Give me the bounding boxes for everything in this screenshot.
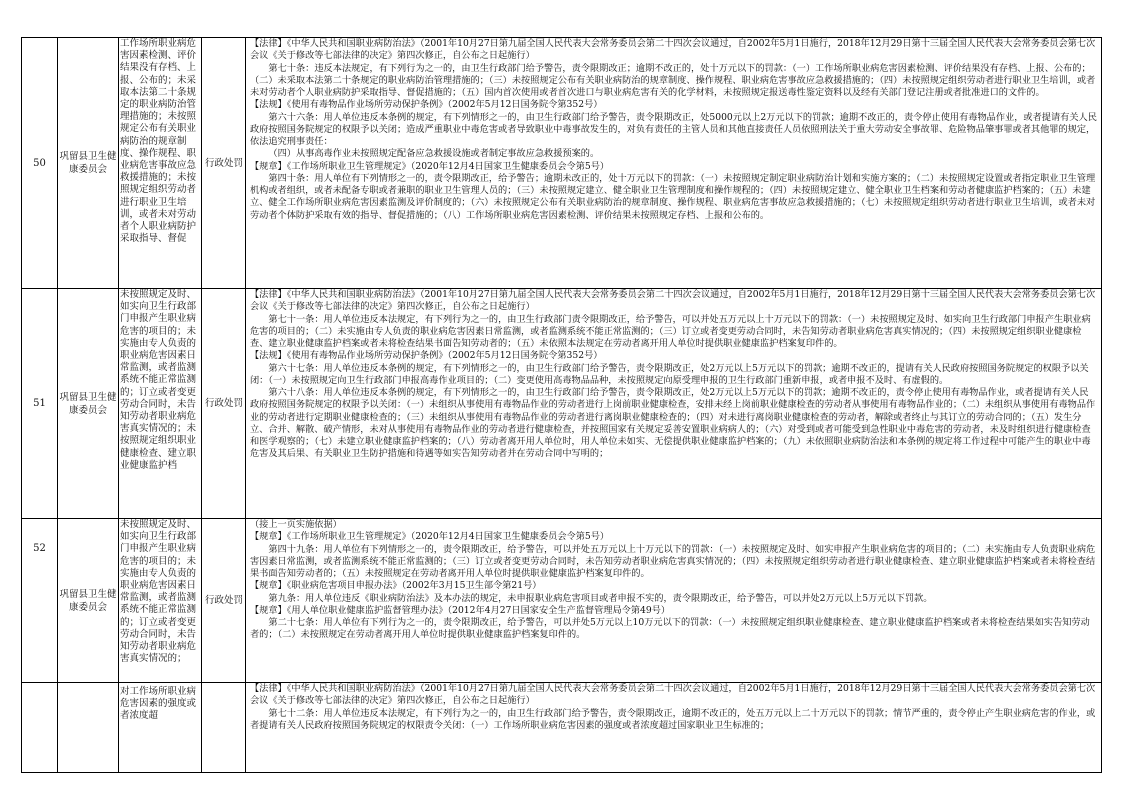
- legal-article: 第七十二条：用人单位违反本法规定，有下列行为之一的，由卫生行政部门给予警告，责令限期改正，逾期不改正的，处五万元以上二十万元以下的罚款；情节严重的，责令停止产生职业病危害的作业，或者提请有关人民政府按照国务院规定的权限责令关闭：（一）工作场所职业病危害因素的强度或者浓度超过国家职业卫生标准的；: [250, 707, 1096, 731]
- legal-article: 第九条：用人单位违反《职业病防治法》及本办法的规定，未申报职业病危害项目或者申报不实的，责令限期改正，给予警告，可以并处2万元以上5万元以下罚款。: [268, 592, 933, 604]
- legal-source-heading: 【法规】《使用有毒物品作业场所劳动保护条例》（2002年5月12日国务院令第352号）: [250, 99, 603, 111]
- row-number: 51: [22, 289, 58, 519]
- row-number: [22, 683, 58, 773]
- violation-item: [119, 683, 202, 773]
- violation-item-text: 未按照规定及时、如实向卫生行政部门申报产生职业病危害的项目的；未实施由专人负责的职业病危害因素日常监测，或者监测系统不能正常监测的；订立或者变更劳动合同时，未告知劳动者职业病危害真实情况的；未按照规定组织职业健康检查、建立职业健康监护档: [120, 289, 197, 471]
- legal-basis: [246, 289, 1102, 519]
- legal-source-heading: （接上一页实施依据）: [250, 519, 342, 530]
- implementing-agency: 巩留县卫生健康委员会: [58, 519, 119, 683]
- violation-item: [119, 289, 202, 519]
- violation-item-text: 对工作场所职业病危害因素的强度或者浓度超: [120, 686, 197, 722]
- implementing-agency: 巩留县卫生健康委员会: [58, 289, 119, 519]
- legal-article: 第四十条：用人单位有下列情形之一的，责令限期改正，给予警告；逾期未改正的，处十万元以下的罚款：（一）未按照规定制定职业病防治计划和实施方案的；（二）未按照规定设置或者指定职业卫生管理机构或者组织，或者未配备专职或者兼职的职业卫生管理人员的；（三）未按照规定建立、健全职业卫生管理制度和操作规程的；（四）未按照规定建立、健全职业卫生档案和劳动者健康监护档案的；（五）未建立、健全工作场所职业病危害因素监测及评价制度的；（六）未按照规定公布有关职业病防治的规章制度、操作规程、职业病危害事故应急救援措施的；（七）未按照规定组织劳动者进行职业卫生培训，或者未对劳动者个体防护采取有效的指导、督促措施的；（八）工作场所职业病危害因素检测、评价结果未按照规定存档、上报和公布的。: [250, 172, 1096, 221]
- legal-source-heading: 【法规】《使用有毒物品作业场所劳动保护条例》（2002年5月12日国务院令第352号）: [250, 350, 603, 362]
- penalty-type: 行政处罚: [202, 289, 246, 519]
- legal-source-heading: 【规章】《工作场所职业卫生管理规定》（2020年12月4日国家卫生健康委员会令第5号）: [250, 531, 610, 543]
- row-number: 52: [22, 519, 58, 683]
- legal-source-heading: 【规章】《工作场所职业卫生管理规定》（2020年12月4日国家卫生健康委员会令第5号）: [250, 160, 610, 172]
- legal-article: （四）从事高毒作业未按照规定配备应急救援设施或者制定事故应急救援预案的。: [268, 148, 600, 160]
- legal-article: 第六十八条：用人单位违反本条例的规定，有下列情形之一的，由卫生行政部门给予警告，责令限期改正，处2万元以上5万元以下的罚款；逾期不改正的，责令停止使用有毒物品作业，或者提请有关人民政府按照国务院规定的权限予以关闭：（一）未组织从事使用有毒物品作业的劳动者进行上岗前职业健康检查，安排未经上岗前职业健康检查的劳动者从事使用有毒物品作业的；（二）未组织从事使用有毒物品作业的劳动者进行定期职业健康检查的；（三）未组织从事使用有毒物品作业的劳动者进行离岗职业健康检查的；（四）对未进行离岗职业健康检查的劳动者，解除或者终止与其订立的劳动合同的；（五）发生分立、合并、解散、破产情形，未对从事使用有毒物品作业的劳动者进行健康检查，并按照国家有关规定妥善安置职业病病人的；（六）对受到或者可能受到急性职业中毒危害的劳动者，未及时组织进行健康检查和医学观察的；（七）未建立职业健康监护档案的；（八）劳动者离开用人单位时，用人单位未如实、无偿提供职业健康监护档案的；（九）未依照职业病防治法和本条例的规定将工作过程中可能产生的职业中毒危害及其后果、有关职业卫生防护措施和待遇等如实告知劳动者并在劳动合同中写明的；: [250, 387, 1096, 460]
- violation-item-text: 未按照规定及时、如实向卫生行政部门申报产生职业病危害的项目的；未实施由专人负责的职业病危害因素日常监测，或者监测系统不能正常监测的；订立或者变更劳动合同时，未告知劳动者职业病危害真实情况的；: [120, 519, 197, 665]
- legal-source-heading: 【规章】《用人单位职业健康监护监督管理办法》（2012年4月27日国家安全生产监督管理局令第49号）: [250, 604, 671, 616]
- table-row: [22, 683, 1102, 773]
- table-row: [22, 289, 1102, 519]
- legal-basis: [246, 683, 1102, 773]
- violation-item: [119, 38, 202, 289]
- table-row: [22, 38, 1102, 289]
- legal-source-heading: 【法律】《中华人民共和国职业病防治法》（2001年10月27日第九届全国人民代表大会常务委员会第二十四次会议通过，自2002年5月1日施行，2018年12月29日第十三届全国人民代表大会常务委员会第七次会议《关于修改等七部法律的决定》第四次修正，自公布之日起施行）: [250, 38, 1096, 62]
- enforcement-table: [21, 37, 1102, 773]
- legal-basis: [246, 519, 1102, 683]
- penalty-type: 行政处罚: [202, 38, 246, 289]
- implementing-agency: [58, 683, 119, 773]
- legal-article: 第二十七条：用人单位有下列行为之一的，责令限期改正，给予警告，可以并处5万元以上10万元以下的罚款：（一）未按照规定组织职业健康检查、建立职业健康监护档案或者未将检查结果如实告知劳动者的；（二）未按照规定在劳动者离开用人单位时提供职业健康监护档案复印件的。: [250, 617, 1090, 641]
- legal-source-heading: 【法律】《中华人民共和国职业病防治法》（2001年10月27日第九届全国人民代表大会常务委员会第二十四次会议通过，自2002年5月1日施行，2018年12月29日第十三届全国人民代表大会常务委员会第七次会议《关于修改等七部法律的决定》第四次修正，自公布之日起施行）: [250, 289, 1096, 313]
- legal-article: 第七十一条：用人单位违反本法规定，有下列行为之一的，由卫生行政部门责令限期改正，给予警告，可以并处五万元以上十万元以下的罚款：（一）未按照规定及时、如实向卫生行政部门申报产生职业病危害的项目的；（二）未实施由专人负责的职业病危害因素日常监测，或者监测系统不能正常监测的；（三）订立或者变更劳动合同时，未告知劳动者职业病危害真实情况的；（四）未按照规定组织职业健康检查、建立职业健康监护档案或者未将检查结果书面告知劳动者的；（五）未依照本法规定在劳动者离开用人单位时提供职业健康监护档案复印件的。: [250, 313, 1091, 349]
- legal-source-heading: 【法律】《中华人民共和国职业病防治法》（2001年10月27日第九届全国人民代表大会常务委员会第二十四次会议通过，自2002年5月1日施行，2018年12月29日第十三届全国人民代表大会常务委员会第七次会议《关于修改等七部法律的决定》第四次修正，自公布之日起施行）: [250, 683, 1096, 707]
- table-row: [22, 519, 1102, 683]
- violation-item: [119, 519, 202, 683]
- penalty-type: [202, 683, 246, 773]
- legal-article: 第四十九条：用人单位有下列情形之一的，责令限期改正，给予警告，可以并处五万元以上十万元以下的罚款：（一）未按照规定及时、如实申报产生职业病危害的项目的；（二）未实施由专人负责职业病危害因素日常监测，或者监测系统不能正常监测的；（三）订立或者变更劳动合同时，未告知劳动者职业病危害真实情况的；（四）未按照规定组织劳动者进行职业健康检查、建立职业健康监护档案或者未将检查结果书面告知劳动者的；（五）未按照规定在劳动者离开用人单位时提供职业健康监护档案复印件的。: [250, 543, 1096, 579]
- violation-item-text: 工作场所职业病危害因素检测、评价结果没有存档、上报、公布的；未采取本法第二十条规定的职业病防治管理措施的；未按照规定公布有关职业病防治的规章制度、操作规程、职业病危害事故应急救援措施的；未按照规定组织劳动者进行职业卫生培训，或者未对劳动者个人职业病防护采取指导、督促: [120, 38, 197, 245]
- implementing-agency: 巩留县卫生健康委员会: [58, 38, 119, 289]
- legal-source-heading: 【规章】《职业病危害项目申报办法》（2002年3月15卫生部令第21号）: [250, 580, 542, 592]
- penalty-type: 行政处罚: [202, 519, 246, 683]
- legal-article: 第六十七条：用人单位违反本条例的规定，有下列情形之一的，由卫生行政部门给予警告，责令限期改正，处2万元以上5万元以下的罚款；逾期不改正的，提请有关人民政府按照国务院规定的权限予以关闭：（一）未按照规定向卫生行政部门申报高毒作业项目的；（二）变更使用高毒物品品种，未按照规定向原受理申报的卫生行政部门重新申报，或者申报不及时、有虚假的。: [250, 362, 1089, 386]
- legal-article: 第七十条：违反本法规定，有下列行为之一的，由卫生行政部门给予警告，责令限期改正；逾期不改正的，处十万元以下的罚款：（一）工作场所职业病危害因素检测、评价结果没有存档、上报、公布的；（二）未采取本法第二十条规定的职业病防治管理措施的；（三）未按照规定公布有关职业病防治的规章制度、操作规程、职业病危害事故应急救援措施的；（四）未按照规定组织劳动者进行职业卫生培训，或者未对劳动者个人职业病防护采取指导、督促措施的；（五）国内首次使用或者首次进口与职业病危害有关的化学材料，未按照规定报送毒性鉴定资料以及经有关部门登记注册或者批准进口的文件的。: [250, 62, 1096, 98]
- row-number: 50: [22, 38, 58, 289]
- legal-article: 第六十六条：用人单位违反本条例的规定，有下列情形之一的，由卫生行政部门给予警告，责令限期改正，处5000元以上2万元以下的罚款；逾期不改正的，责令停止使用有毒物品作业，或者提请有关人民政府按照国务院规定的权限予以关闭；造成严重职业中毒危害或者导致职业中毒事故发生的，对负有责任的主管人员和其他直接责任人员依照刑法关于重大劳动安全事故罪、危险物品肇事罪或者其他罪的规定，依法追究刑事责任：: [250, 111, 1097, 147]
- legal-basis: [246, 38, 1102, 289]
